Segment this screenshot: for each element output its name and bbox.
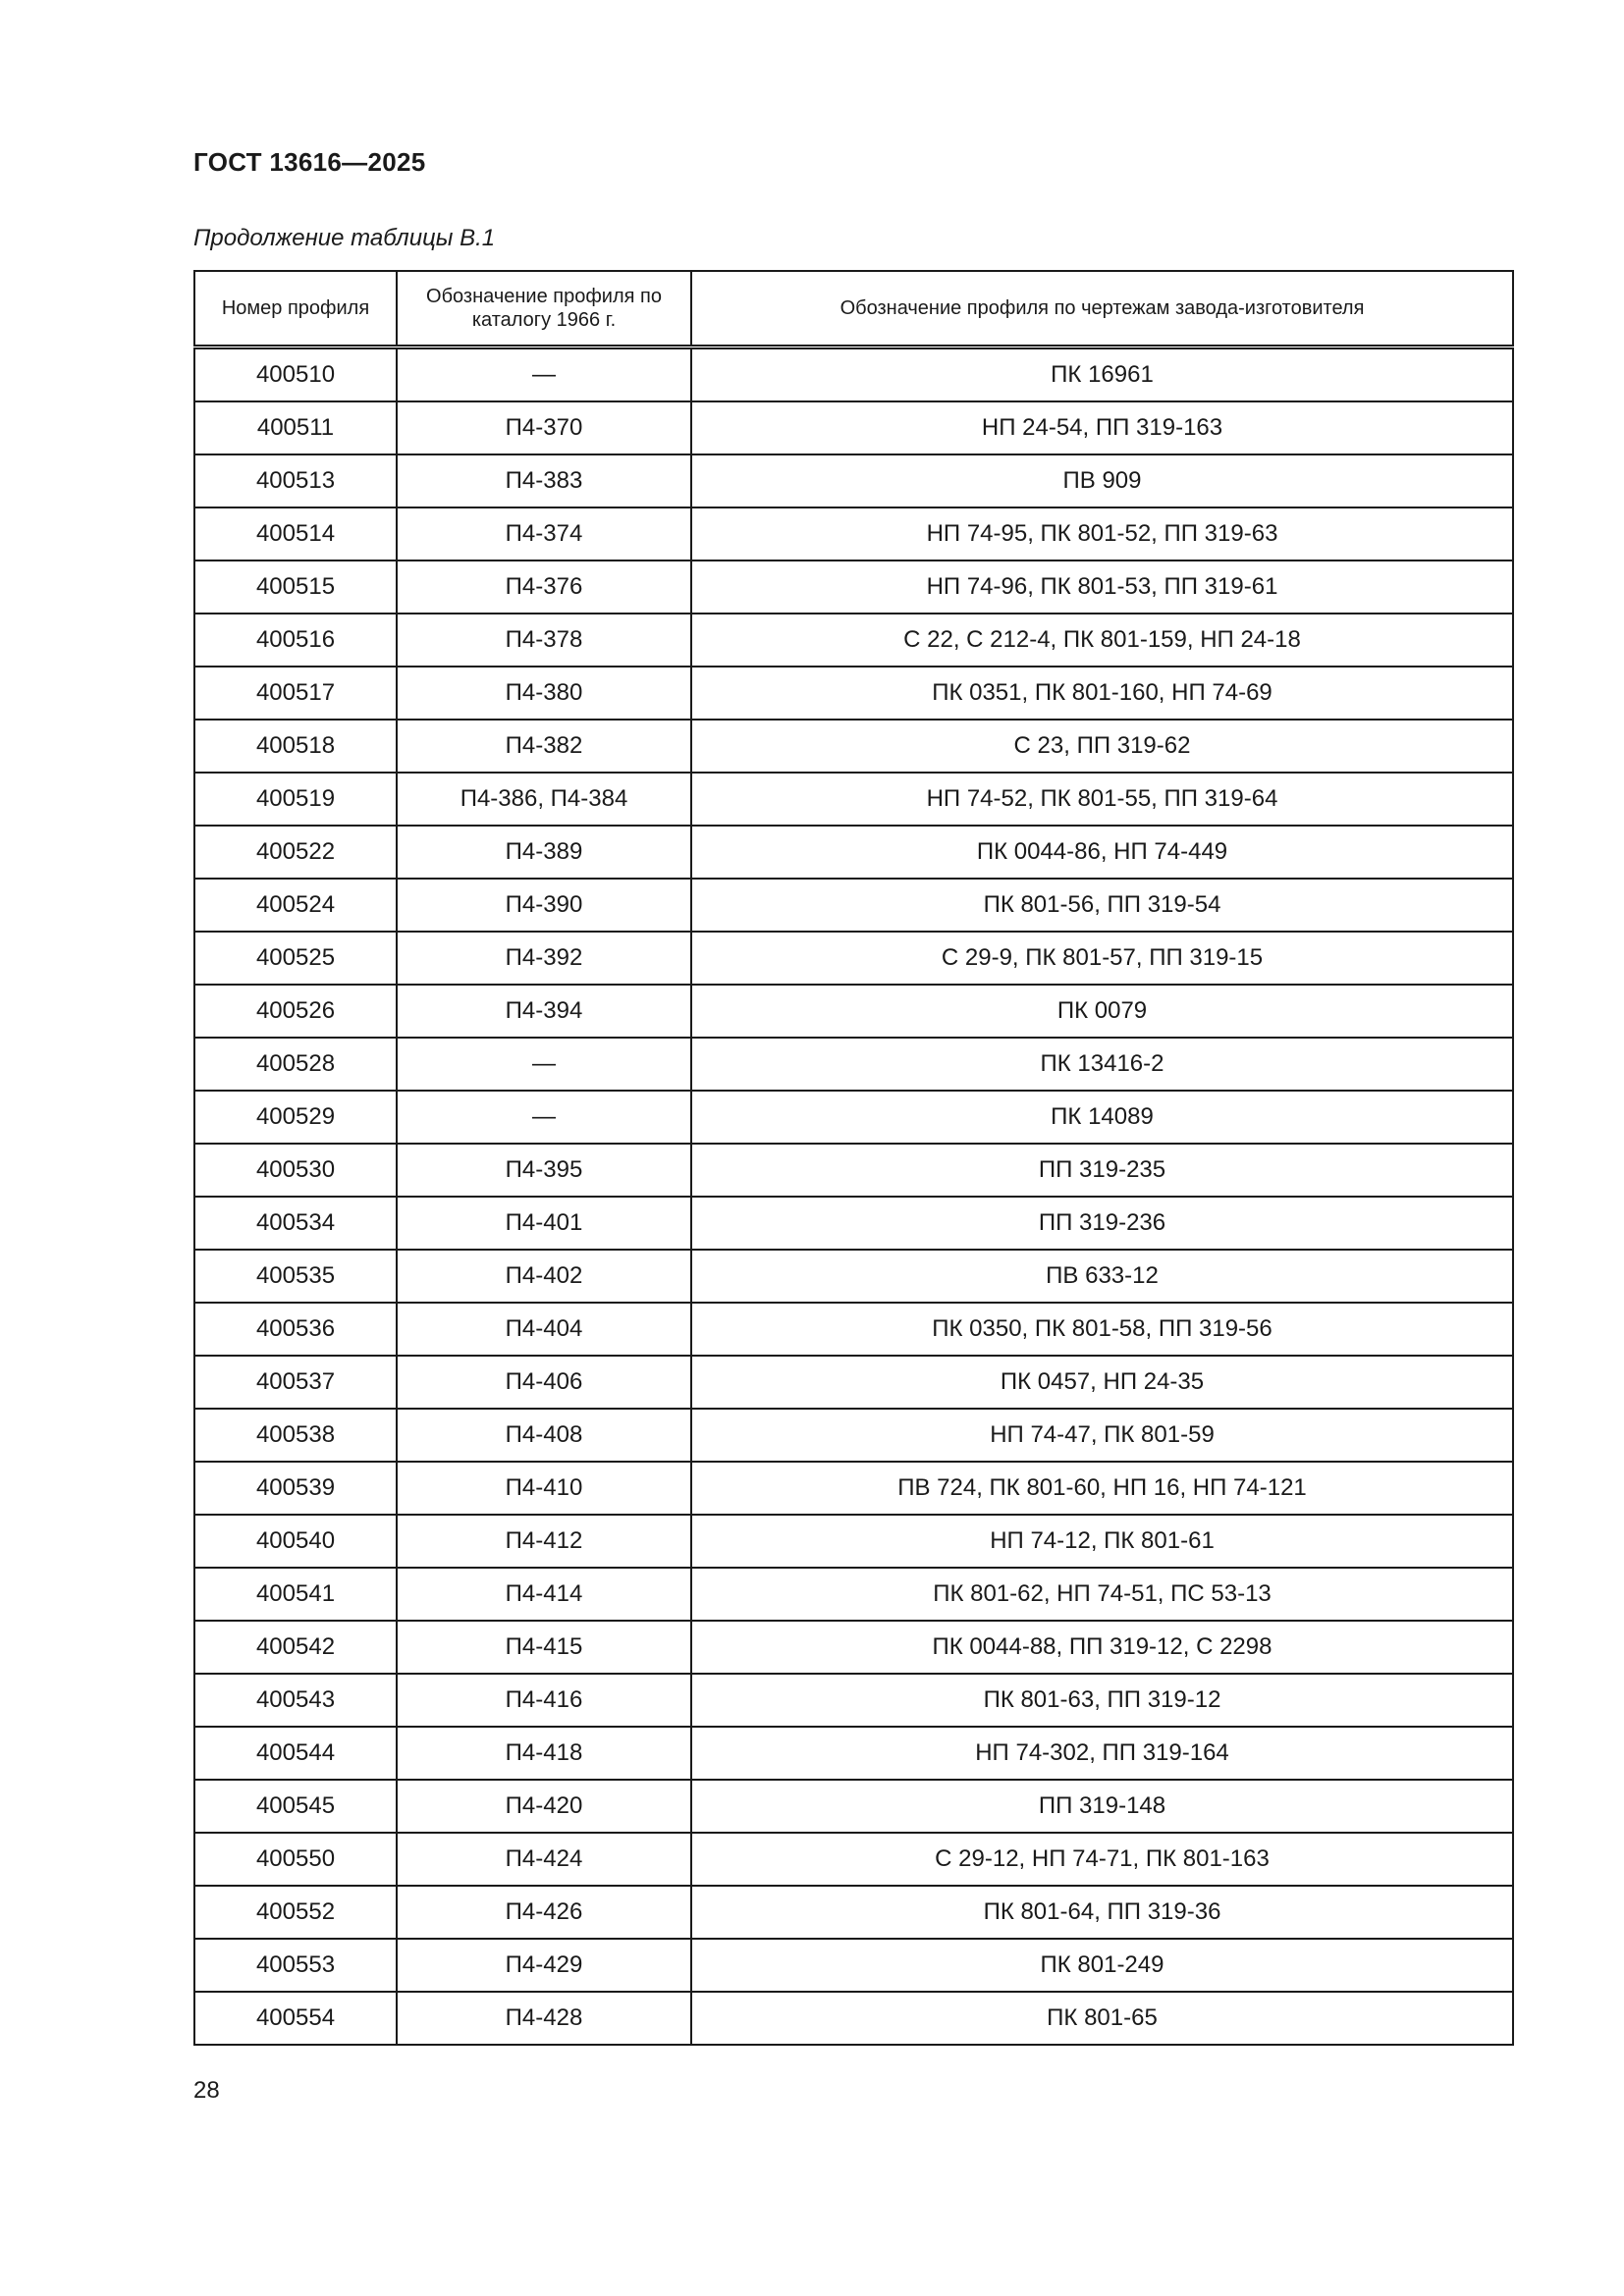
table-row [194, 1833, 1513, 1886]
table-row [194, 932, 1513, 985]
table-row [194, 1409, 1513, 1462]
cell-catalog-designation: П4-404 [397, 1303, 691, 1356]
cell-profile-number: 400538 [194, 1409, 397, 1462]
cell-factory-designation: НП 24-54, ПП 319-163 [691, 401, 1513, 454]
table-row [194, 347, 1513, 402]
column-header-factory-drawings: Обозначение профиля по чертежам завода-изготовителя [691, 271, 1513, 347]
cell-catalog-designation: — [397, 1038, 691, 1091]
table-row [194, 1038, 1513, 1091]
cell-catalog-designation: П4-412 [397, 1515, 691, 1568]
cell-factory-designation: НП 74-302, ПП 319-164 [691, 1727, 1513, 1780]
cell-factory-designation: ПК 801-249 [691, 1939, 1513, 1992]
cell-profile-number: 400514 [194, 507, 397, 561]
cell-catalog-designation: П4-428 [397, 1992, 691, 2045]
cell-profile-number: 400552 [194, 1886, 397, 1939]
cell-catalog-designation: П4-416 [397, 1674, 691, 1727]
cell-factory-designation: ПК 0457, НП 24-35 [691, 1356, 1513, 1409]
cell-factory-designation: С 29-9, ПК 801-57, ПП 319-15 [691, 932, 1513, 985]
cell-factory-designation: НП 74-12, ПК 801-61 [691, 1515, 1513, 1568]
table-row [194, 1250, 1513, 1303]
table-row [194, 1356, 1513, 1409]
cell-catalog-designation: П4-389 [397, 826, 691, 879]
cell-profile-number: 400543 [194, 1674, 397, 1727]
cell-factory-designation: ПК 14089 [691, 1091, 1513, 1144]
cell-factory-designation: ПК 801-63, ПП 319-12 [691, 1674, 1513, 1727]
table-row [194, 1144, 1513, 1197]
table-row [194, 507, 1513, 561]
cell-factory-designation: ПК 801-62, НП 74-51, ПС 53-13 [691, 1568, 1513, 1621]
table-row [194, 773, 1513, 826]
cell-factory-designation: ПК 0044-88, ПП 319-12, С 2298 [691, 1621, 1513, 1674]
cell-profile-number: 400534 [194, 1197, 397, 1250]
table-row [194, 1727, 1513, 1780]
cell-profile-number: 400530 [194, 1144, 397, 1197]
column-header-catalog-1966: Обозначение профиля по каталогу 1966 г. [397, 271, 691, 347]
table-row [194, 1515, 1513, 1568]
cell-factory-designation: ПК 801-56, ПП 319-54 [691, 879, 1513, 932]
cell-factory-designation: ПВ 909 [691, 454, 1513, 507]
cell-catalog-designation: П4-380 [397, 667, 691, 720]
document-title: ГОСТ 13616—2025 [193, 147, 426, 177]
page-number: 28 [193, 2077, 220, 2104]
table-row [194, 720, 1513, 773]
table-row [194, 1939, 1513, 1992]
cell-profile-number: 400541 [194, 1568, 397, 1621]
table-row [194, 1780, 1513, 1833]
cell-catalog-designation: П4-424 [397, 1833, 691, 1886]
table-row [194, 1992, 1513, 2045]
cell-catalog-designation: П4-392 [397, 932, 691, 985]
cell-profile-number: 400553 [194, 1939, 397, 1992]
cell-catalog-designation: П4-408 [397, 1409, 691, 1462]
cell-catalog-designation: П4-394 [397, 985, 691, 1038]
cell-factory-designation: НП 74-52, ПК 801-55, ПП 319-64 [691, 773, 1513, 826]
cell-factory-designation: ПК 0044-86, НП 74-449 [691, 826, 1513, 879]
cell-profile-number: 400539 [194, 1462, 397, 1515]
table-row [194, 1303, 1513, 1356]
table-row [194, 454, 1513, 507]
table-body [194, 347, 1513, 2046]
cell-catalog-designation: П4-378 [397, 614, 691, 667]
cell-profile-number: 400550 [194, 1833, 397, 1886]
cell-catalog-designation: П4-383 [397, 454, 691, 507]
cell-factory-designation: ПК 0079 [691, 985, 1513, 1038]
cell-profile-number: 400525 [194, 932, 397, 985]
table-header-row [194, 271, 1513, 347]
cell-catalog-designation: П4-401 [397, 1197, 691, 1250]
table-row [194, 667, 1513, 720]
cell-catalog-designation: П4-370 [397, 401, 691, 454]
cell-profile-number: 400544 [194, 1727, 397, 1780]
cell-profile-number: 400516 [194, 614, 397, 667]
cell-factory-designation: ПВ 633-12 [691, 1250, 1513, 1303]
cell-catalog-designation: П4-429 [397, 1939, 691, 1992]
cell-catalog-designation: — [397, 347, 691, 402]
table-row [194, 985, 1513, 1038]
cell-catalog-designation: П4-402 [397, 1250, 691, 1303]
cell-catalog-designation: П4-418 [397, 1727, 691, 1780]
cell-factory-designation: ПК 801-64, ПП 319-36 [691, 1886, 1513, 1939]
cell-factory-designation: ПП 319-235 [691, 1144, 1513, 1197]
table-row [194, 401, 1513, 454]
cell-profile-number: 400517 [194, 667, 397, 720]
cell-factory-designation: ПК 13416-2 [691, 1038, 1513, 1091]
column-header-profile-number: Номер профиля [194, 271, 397, 347]
cell-factory-designation: С 29-12, НП 74-71, ПК 801-163 [691, 1833, 1513, 1886]
profiles-table-container [193, 270, 1512, 2046]
cell-profile-number: 400540 [194, 1515, 397, 1568]
table-row [194, 614, 1513, 667]
cell-profile-number: 400535 [194, 1250, 397, 1303]
table-row [194, 1674, 1513, 1727]
cell-factory-designation: ПВ 724, ПК 801-60, НП 16, НП 74-121 [691, 1462, 1513, 1515]
cell-profile-number: 400529 [194, 1091, 397, 1144]
profiles-table [193, 270, 1514, 2046]
cell-profile-number: 400510 [194, 347, 397, 402]
cell-catalog-designation: П4-386, П4-384 [397, 773, 691, 826]
table-row [194, 1886, 1513, 1939]
cell-profile-number: 400524 [194, 879, 397, 932]
cell-catalog-designation: П4-410 [397, 1462, 691, 1515]
cell-factory-designation: ПК 0351, ПК 801-160, НП 74-69 [691, 667, 1513, 720]
cell-factory-designation: НП 74-47, ПК 801-59 [691, 1409, 1513, 1462]
cell-profile-number: 400515 [194, 561, 397, 614]
cell-catalog-designation: П4-376 [397, 561, 691, 614]
cell-factory-designation: НП 74-95, ПК 801-52, ПП 319-63 [691, 507, 1513, 561]
cell-profile-number: 400526 [194, 985, 397, 1038]
cell-catalog-designation: П4-395 [397, 1144, 691, 1197]
cell-profile-number: 400542 [194, 1621, 397, 1674]
cell-catalog-designation: — [397, 1091, 691, 1144]
cell-factory-designation: ПП 319-236 [691, 1197, 1513, 1250]
cell-profile-number: 400537 [194, 1356, 397, 1409]
cell-factory-designation: С 22, С 212-4, ПК 801-159, НП 24-18 [691, 614, 1513, 667]
table-row [194, 826, 1513, 879]
cell-factory-designation: ПК 16961 [691, 347, 1513, 402]
cell-factory-designation: ПК 801-65 [691, 1992, 1513, 2045]
table-row [194, 1568, 1513, 1621]
table-row [194, 879, 1513, 932]
cell-catalog-designation: П4-406 [397, 1356, 691, 1409]
cell-profile-number: 400518 [194, 720, 397, 773]
cell-catalog-designation: П4-426 [397, 1886, 691, 1939]
cell-catalog-designation: П4-420 [397, 1780, 691, 1833]
cell-profile-number: 400513 [194, 454, 397, 507]
cell-catalog-designation: П4-414 [397, 1568, 691, 1621]
cell-profile-number: 400522 [194, 826, 397, 879]
table-row [194, 1621, 1513, 1674]
table-row [194, 1197, 1513, 1250]
cell-catalog-designation: П4-390 [397, 879, 691, 932]
cell-catalog-designation: П4-374 [397, 507, 691, 561]
table-caption: Продолжение таблицы В.1 [193, 225, 496, 251]
cell-factory-designation: С 23, ПП 319-62 [691, 720, 1513, 773]
table-row [194, 561, 1513, 614]
cell-catalog-designation: П4-415 [397, 1621, 691, 1674]
cell-profile-number: 400511 [194, 401, 397, 454]
table-row [194, 1462, 1513, 1515]
cell-profile-number: 400519 [194, 773, 397, 826]
cell-factory-designation: ПП 319-148 [691, 1780, 1513, 1833]
cell-profile-number: 400554 [194, 1992, 397, 2045]
table-row [194, 1091, 1513, 1144]
cell-profile-number: 400528 [194, 1038, 397, 1091]
cell-catalog-designation: П4-382 [397, 720, 691, 773]
cell-factory-designation: ПК 0350, ПК 801-58, ПП 319-56 [691, 1303, 1513, 1356]
cell-profile-number: 400536 [194, 1303, 397, 1356]
cell-factory-designation: НП 74-96, ПК 801-53, ПП 319-61 [691, 561, 1513, 614]
cell-profile-number: 400545 [194, 1780, 397, 1833]
